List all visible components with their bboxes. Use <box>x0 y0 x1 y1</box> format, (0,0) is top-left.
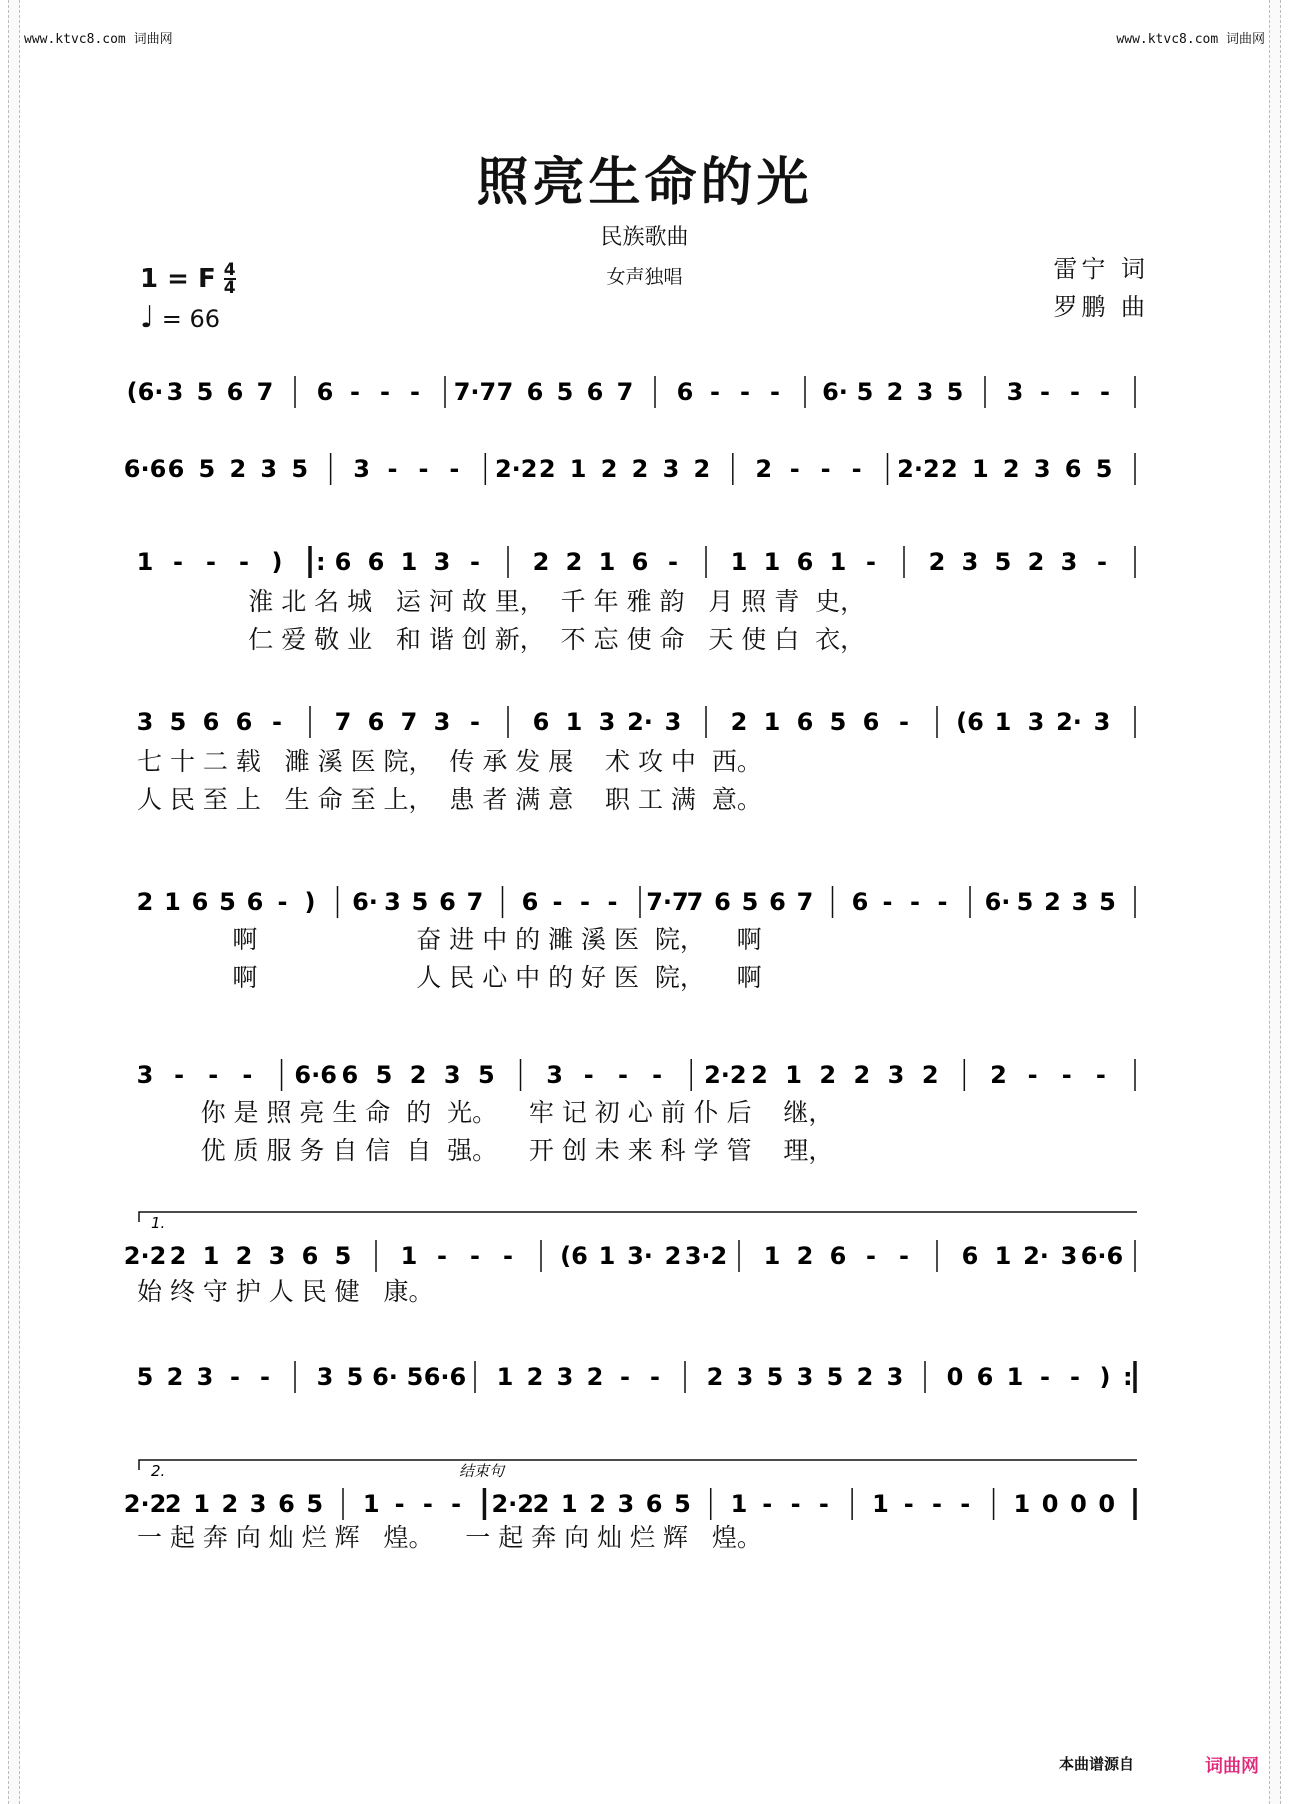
note: 5 <box>406 1363 424 1391</box>
note: 3 <box>384 888 401 916</box>
note: 2 <box>565 548 583 576</box>
note: 2·2 <box>897 455 940 483</box>
note: 1 <box>560 1490 578 1518</box>
note: 3· <box>627 1242 653 1270</box>
lyricist-credit: 雷宁 词 <box>1053 255 1149 283</box>
note: 1 <box>730 548 748 576</box>
note: 7 <box>256 378 274 406</box>
note: - <box>350 378 360 406</box>
note: 1 <box>730 1490 748 1518</box>
note: 3 <box>136 1061 154 1089</box>
note: - <box>960 1490 971 1518</box>
note: 2·2 <box>123 1242 167 1270</box>
note: 3 <box>1033 455 1051 483</box>
note: - <box>1070 1363 1080 1391</box>
note: 6· <box>984 888 1011 916</box>
note: 1 <box>202 1242 220 1270</box>
notation-row <box>123 1200 1147 1280</box>
note: 6 <box>301 1242 319 1270</box>
note: 3 <box>916 378 934 406</box>
note: 2 <box>1044 888 1061 916</box>
note: - <box>1097 548 1107 576</box>
note: 2 <box>589 1490 606 1518</box>
note: - <box>937 888 948 916</box>
note: 3 <box>433 708 451 736</box>
note: 2 <box>819 1061 837 1089</box>
note: 2 <box>941 455 958 483</box>
note: 6 <box>586 378 604 406</box>
note: - <box>449 455 460 483</box>
note: 0 <box>946 1363 964 1391</box>
song-title: 照亮生命的光 <box>476 152 813 213</box>
note: 3 <box>961 548 979 576</box>
note: 3·2 <box>684 1242 728 1270</box>
lyric-verse-1: 始 终 守 护 人 民 健 康。 <box>137 1277 434 1306</box>
note: 6 <box>278 1490 295 1518</box>
note: - <box>1027 1061 1038 1089</box>
note: - <box>230 1363 240 1391</box>
note: 3 <box>796 1363 814 1391</box>
note: 5 <box>994 548 1012 576</box>
header-site-left: www.ktvc8.com 词曲网 <box>24 32 173 47</box>
lyric-verse-1: 七 十 二 载 濉 溪 医 院， 传 承 发 展 术 攻 中 西。 <box>137 747 762 776</box>
note: 1 <box>971 455 989 483</box>
note: 5 <box>198 455 216 483</box>
note: 1 <box>785 1061 802 1089</box>
note: 2 <box>538 455 556 483</box>
note: ) <box>1099 1363 1111 1391</box>
note: 2 <box>1027 548 1045 576</box>
note: 2 <box>706 1363 724 1391</box>
note: 3 <box>316 1363 334 1391</box>
note: 2· <box>1056 708 1082 736</box>
note: 6· <box>822 378 848 406</box>
note: 1 <box>598 1242 616 1270</box>
note: - <box>668 548 678 576</box>
note: 5 <box>856 378 874 406</box>
note: - <box>470 1242 480 1270</box>
note: 6·6 <box>1080 1242 1124 1270</box>
note: 3 <box>886 1363 904 1391</box>
note: - <box>173 548 183 576</box>
notation-row <box>123 437 1147 497</box>
note: - <box>470 708 480 736</box>
note: 0 <box>1070 1490 1087 1518</box>
note: 5 <box>556 378 574 406</box>
note: 6·6 <box>123 455 167 483</box>
note: 3 <box>433 548 451 576</box>
note: 6 <box>167 455 185 483</box>
note: 2· <box>627 708 653 736</box>
note: - <box>899 708 909 736</box>
lyric-verse-2: 优 质 服 务 自 信 自 强。 开 创 未 来 科 学 管 理， <box>137 1136 834 1165</box>
note: ) <box>271 548 283 576</box>
note: 2 <box>755 455 773 483</box>
note: - <box>380 378 390 406</box>
note: - <box>277 888 288 916</box>
note: 5 <box>411 888 429 916</box>
note: - <box>394 1490 405 1518</box>
note: - <box>239 548 249 576</box>
note: - <box>583 1061 594 1089</box>
note: 3 <box>353 455 370 483</box>
note: 7 <box>400 708 418 736</box>
note: 3 <box>268 1242 286 1270</box>
note: - <box>1040 1363 1050 1391</box>
note: - <box>818 1490 829 1518</box>
note: 6 <box>862 708 880 736</box>
note: 7 <box>466 888 484 916</box>
vocal-type: 女声独唱 <box>606 266 683 288</box>
note: - <box>208 1061 219 1089</box>
note: - <box>851 455 862 483</box>
note: 7·7 <box>453 378 497 406</box>
note: - <box>503 1242 513 1270</box>
note: 2 <box>166 1363 184 1391</box>
note: 2 <box>526 1363 544 1391</box>
note: 1 <box>400 548 418 576</box>
note: 5 <box>1016 888 1034 916</box>
note: 3 <box>166 378 184 406</box>
note: 2 <box>664 1242 682 1270</box>
note: 6 <box>796 548 814 576</box>
note: 2· <box>1023 1242 1049 1270</box>
note: 5 <box>1099 888 1116 916</box>
tempo-value: = 66 <box>161 305 221 333</box>
note: 1 <box>1006 1363 1024 1391</box>
note: - <box>1061 1061 1072 1089</box>
note: 2 <box>229 455 247 483</box>
note: 1 <box>598 548 616 576</box>
lyric-verse-1: 你 是 照 亮 生 命 的 光。 牢 记 初 心 前 仆 后 继， <box>137 1098 834 1127</box>
note: 7·7 <box>646 888 689 916</box>
note: 2 <box>600 455 618 483</box>
note: 2 <box>990 1061 1007 1089</box>
note: 3 <box>1027 708 1045 736</box>
note: 7 <box>616 378 634 406</box>
note: 5 <box>826 1363 844 1391</box>
ending-label: 结束句 <box>459 1462 505 1480</box>
header-site-right: www.ktvc8.com 词曲网 <box>1116 32 1265 47</box>
note: 1 <box>164 888 181 916</box>
note: - <box>272 708 282 736</box>
key-signature <box>140 262 236 296</box>
note: - <box>451 1490 462 1518</box>
note: - <box>1095 1061 1106 1089</box>
note: 3 <box>1060 548 1078 576</box>
note: 2 <box>586 1363 604 1391</box>
footer-source-label: 本曲谱源自 <box>1058 1755 1134 1773</box>
note: 2 <box>169 1242 187 1270</box>
note: 5 <box>346 1363 364 1391</box>
lyric-verse-1: 一 起 奔 向 灿 烂 辉 煌。 一 起 奔 向 灿 烂 辉 煌。 <box>137 1523 762 1552</box>
note: 6 <box>367 708 385 736</box>
note: 3 <box>664 708 682 736</box>
note: 3 <box>556 1363 574 1391</box>
note: 5 <box>829 708 847 736</box>
note: 2 <box>730 708 748 736</box>
note: 1 <box>565 708 583 736</box>
note: 6 <box>829 1242 847 1270</box>
note: 2·2 <box>494 455 538 483</box>
note: 1 <box>763 1242 781 1270</box>
note: 6 <box>316 378 334 406</box>
note: 1 <box>763 548 781 576</box>
note: 6 <box>341 1061 359 1089</box>
note: 6· <box>372 1363 398 1391</box>
note: - <box>410 378 420 406</box>
note: 6 <box>202 708 220 736</box>
note: (6 <box>560 1242 588 1270</box>
note: 1 <box>362 1490 380 1518</box>
note: 6 <box>676 378 694 406</box>
note: 3 <box>1006 378 1024 406</box>
note: - <box>790 1490 801 1518</box>
note: 5 <box>306 1490 324 1518</box>
note: 6 <box>532 708 550 736</box>
note: 2 <box>693 455 711 483</box>
note: - <box>437 1242 447 1270</box>
note: - <box>899 1242 909 1270</box>
note: 6 <box>961 1242 979 1270</box>
note: - <box>552 888 563 916</box>
lyric-verse-2: 仁 爱 敬 业 和 谐 创 新， 不 忘 使 命 天 使 白 衣， <box>137 625 866 654</box>
note: 6 <box>714 888 731 916</box>
note: 5 <box>219 888 236 916</box>
note: 2·2 <box>704 1061 747 1089</box>
notation-row <box>137 1345 1147 1415</box>
note: 3 <box>196 1363 214 1391</box>
note: 3 <box>662 455 680 483</box>
quarter-note-icon: ♩ <box>140 300 155 335</box>
volta-bracket <box>139 1460 1137 1470</box>
note: 0 <box>1041 1490 1059 1518</box>
tempo-marking <box>140 300 221 335</box>
note: - <box>620 1363 630 1391</box>
lyric-verse-2: 人 民 至 上 生 命 至 上， 患 者 满 意 职 工 满 意。 <box>137 785 762 814</box>
note: 3 <box>598 708 616 736</box>
time-signature <box>224 262 236 296</box>
note: 2·2 <box>123 1490 167 1518</box>
note: 6· <box>352 888 378 916</box>
time-signature-top: 4 <box>223 260 236 280</box>
note: 5 <box>334 1242 352 1270</box>
note: 2 <box>751 1061 768 1089</box>
note: 2 <box>409 1061 427 1089</box>
time-signature-bottom: 4 <box>223 278 236 298</box>
note: - <box>789 455 800 483</box>
note: 7 <box>796 888 814 916</box>
note: 2 <box>221 1490 239 1518</box>
note: 2 <box>921 1061 939 1089</box>
note: 5 <box>478 1061 495 1089</box>
repeat-dots: : <box>1123 1363 1133 1391</box>
note: 3 <box>887 1061 905 1089</box>
note: 1 <box>400 1242 418 1270</box>
credits <box>1053 250 1149 326</box>
note: 1 <box>136 548 154 576</box>
notation-row <box>126 360 1147 420</box>
note: - <box>580 888 590 916</box>
note: 6 <box>521 888 539 916</box>
note: 1 <box>994 708 1012 736</box>
lyric-verse-1: 淮 北 名 城 运 河 故 里， 千 年 雅 韵 月 照 青 史， <box>137 587 866 616</box>
note: 2 <box>853 1061 871 1089</box>
note: 6 <box>367 548 385 576</box>
note: 3 <box>617 1490 635 1518</box>
note: 2 <box>1002 455 1020 483</box>
note: 5 <box>291 455 309 483</box>
note: 6 <box>851 888 869 916</box>
note: 6 <box>439 888 456 916</box>
key-label: 1 = F <box>140 264 216 294</box>
note: 0 <box>1098 1490 1116 1518</box>
volta-label: 2. <box>151 1462 166 1480</box>
song-subtitle: 民族歌曲 <box>600 225 689 250</box>
note: (6 <box>956 708 984 736</box>
note: - <box>932 1490 942 1518</box>
notation-row <box>137 690 1147 750</box>
note: 3 <box>136 708 154 736</box>
lyric-verse-1: 啊 奋 进 中 的 濉 溪 医 院， 啊 <box>137 925 762 954</box>
note: 3 <box>1060 1242 1078 1270</box>
note: 6 <box>235 708 253 736</box>
note: 2 <box>164 1490 182 1518</box>
volta-label: 1. <box>151 1214 166 1232</box>
note: - <box>740 378 750 406</box>
note: 3 <box>1071 888 1089 916</box>
note: 2 <box>532 548 550 576</box>
note: 1 <box>496 1363 514 1391</box>
note: 1 <box>569 455 587 483</box>
note: - <box>882 888 893 916</box>
note: 5 <box>169 708 187 736</box>
note: 6 <box>246 888 264 916</box>
note: 3 <box>546 1061 564 1089</box>
note: 6 <box>334 548 352 576</box>
note: 5 <box>946 378 964 406</box>
note: 7 <box>496 378 514 406</box>
note: - <box>174 1061 185 1089</box>
note: 1 <box>763 708 781 736</box>
note: - <box>820 455 831 483</box>
note: 3 <box>1093 708 1111 736</box>
note: 3 <box>736 1363 754 1391</box>
note: 2·2 <box>491 1490 534 1518</box>
note: 2 <box>136 888 154 916</box>
note: - <box>206 548 216 576</box>
note: - <box>903 1490 914 1518</box>
note: 6·6 <box>294 1061 337 1089</box>
notation-row <box>137 530 1147 590</box>
note: (6· <box>126 378 164 406</box>
note: 2 <box>631 455 649 483</box>
note: - <box>710 378 720 406</box>
note: 2 <box>796 1242 814 1270</box>
note: - <box>770 378 780 406</box>
note: 6 <box>769 888 786 916</box>
note: 7 <box>334 708 352 736</box>
note: - <box>617 1061 628 1089</box>
note: 2 <box>235 1242 253 1270</box>
note: 5 <box>1095 455 1113 483</box>
lyric-verse-2: 啊 人 民 心 中 的 好 医 院， 啊 <box>137 963 762 992</box>
note: 5 <box>196 378 214 406</box>
note: - <box>470 548 480 576</box>
note: 2 <box>856 1363 874 1391</box>
note: 6 <box>631 548 649 576</box>
note: 6 <box>226 378 244 406</box>
footer-site-link[interactable]: 词曲网 <box>1205 1756 1259 1777</box>
note: 6 <box>645 1490 663 1518</box>
composer-credit: 罗鹏 曲 <box>1053 293 1149 321</box>
note: - <box>910 888 920 916</box>
volta-bracket <box>139 1212 1137 1222</box>
note: 6·6 <box>423 1363 467 1391</box>
note: 7 <box>686 888 704 916</box>
note: 3 <box>443 1061 461 1089</box>
note: 6 <box>796 708 814 736</box>
note: 5 <box>136 1363 154 1391</box>
note: 5 <box>766 1363 784 1391</box>
note: - <box>650 1363 660 1391</box>
note: - <box>1040 378 1050 406</box>
note: - <box>866 548 876 576</box>
note: - <box>607 888 618 916</box>
note: - <box>418 455 429 483</box>
note: 2 <box>928 548 946 576</box>
note: 1 <box>193 1490 210 1518</box>
note: - <box>652 1061 663 1089</box>
note: 6 <box>1064 455 1082 483</box>
note: - <box>866 1242 876 1270</box>
note: 1 <box>994 1242 1012 1270</box>
note: - <box>387 455 398 483</box>
note: 5 <box>741 888 759 916</box>
note: - <box>1100 378 1110 406</box>
note: ) <box>304 888 316 916</box>
note: 2 <box>886 378 904 406</box>
note: 6 <box>976 1363 994 1391</box>
notation-row <box>123 1448 1147 1528</box>
note: - <box>762 1490 773 1518</box>
note: 2 <box>532 1490 550 1518</box>
repeat-dots: : <box>316 548 326 576</box>
note: 5 <box>674 1490 691 1518</box>
note: 1 <box>829 548 847 576</box>
note: 1 <box>872 1490 889 1518</box>
note: 6 <box>191 888 209 916</box>
note: 3 <box>260 455 278 483</box>
note: 6 <box>526 378 544 406</box>
note: 5 <box>375 1061 393 1089</box>
note: - <box>1070 378 1080 406</box>
note: - <box>242 1061 253 1089</box>
note: - <box>260 1363 270 1391</box>
note: - <box>422 1490 433 1518</box>
note: 1 <box>1013 1490 1031 1518</box>
note: 3 <box>249 1490 267 1518</box>
